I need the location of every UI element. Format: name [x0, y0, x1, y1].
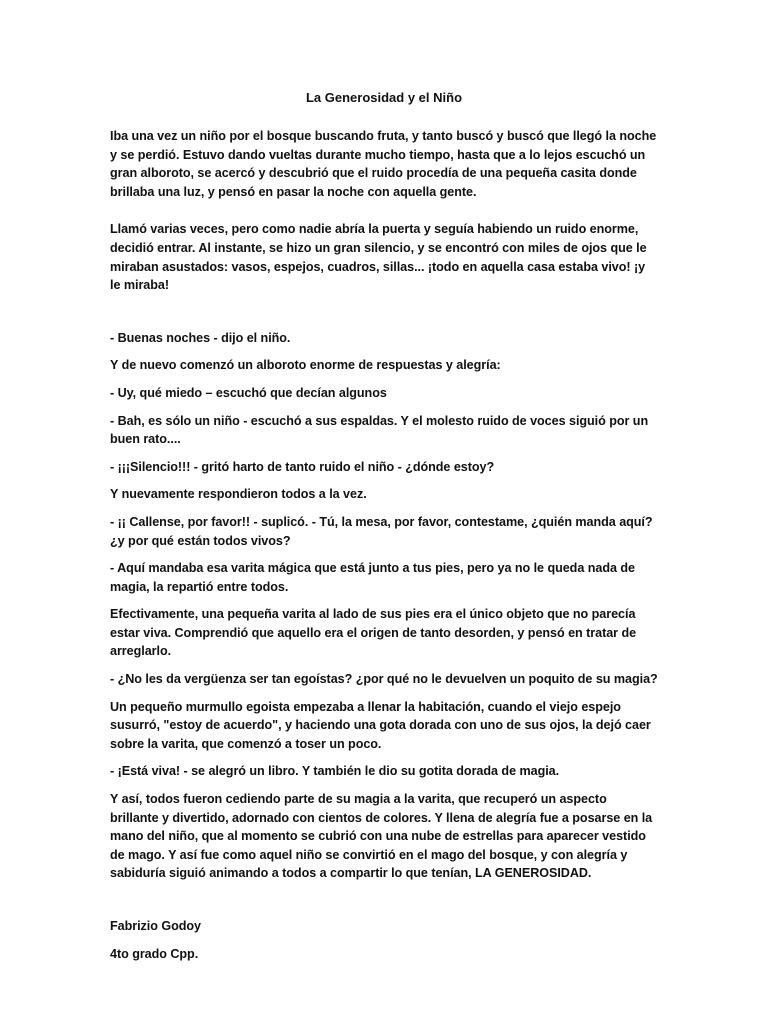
dialogue-magic-wand: - Aquí mandaba esa varita mágica que está junto a tus pies, pero ya no le queda nada de magia, la repartió entre todos. — [110, 561, 635, 594]
dialogue-alive: - ¡Está viva! - se alegró un libro. Y también le dio su gotita dorada de magia. — [110, 764, 560, 779]
paragraph-enters-house: Llamó varias veces, pero como nadie abría la puerta y seguía habiendo un ruido enorme, decidió entrar. Al instante, se hizo un gran silencio, y se encontró con miles de ojos que le miraban asustados: vasos, espejos, cuadros, sillas... ¡todo en aquella casa estaba vivo! ¡y le miraba! — [110, 222, 647, 293]
dialogue-silence: - ¡¡¡Silencio!!! - gritó harto de tanto ruido el niño - ¿dónde estoy? — [110, 459, 495, 474]
document-title: La Generosidad y el Niño — [305, 90, 463, 105]
paragraph-intro: Iba una vez un niño por el bosque buscando fruta, y tanto buscó y buscó que llegó la noche y se perdió. Estuvo dando vueltas durante mucho tiempo, hasta que a lo lejos escuchó un gran alboroto, se acercó y descubrió que el ruido procedía de una pequeña casita donde brillaba una luz, y pensó en pasar la noche con aquella gente. — [110, 129, 657, 199]
conclusion-text: Y así, todos fueron cediendo parte de su magia a la varita, que recuperó un aspecto brillante y divertido, adornado con cientos de colores. Y llena de alegría fue a posarse en la mano del niño, que al momento se cubrió con una nube de estrellas para aparecer vestido de mago. Y así fue como aquel niño se convirtió en el mago del bosque, y con alegría y sabiduría siguió animando a todos a compartir lo que tenían, — [110, 792, 653, 881]
paragraph-uproar: Y de nuevo comenzó un alboroto enorme de respuestas y alegría: — [110, 358, 501, 373]
conclusion-emphasis: LA GENEROSIDAD. — [475, 866, 592, 881]
dialogue-only-a-child: - Bah, es sólo un niño - escuchó a sus espaldas. Y el molesto ruido de voces siguió por un buen rato.... — [110, 413, 649, 447]
paragraph-mirror: Un pequeño murmullo egoista empezaba a llenar la habitación, cuando el viejo espejo susurró, "estoy de acuerdo", y haciendo una gota dorada con uno de sus ojos, la dejó caer sobre la varita, que comenzó a toser un poco. — [110, 699, 651, 751]
author-name: Fabrizio Godoy — [110, 919, 201, 933]
dialogue-good-evening: - Buenas noches - dijo el niño. — [110, 330, 291, 345]
document-body — [110, 127, 658, 963]
paragraph-all-answer: Y nuevamente respondieron todos a la vez. — [110, 487, 367, 502]
dialogue-please: - ¡¡ Callense, por favor!! - suplicó. - Tú, la mesa, por favor, contestame, ¿quién manda aquí? ¿y por qué están todos vivos? — [110, 514, 653, 548]
paragraph-conclusion — [110, 790, 658, 883]
paragraph-wand-found: Efectivamente, una pequeña varita al lado de sus pies era el único objeto que no parecía estar viva. Comprendió que aquello era el origen de tanto desorden, y pensó en tratar de arreglarlo. — [110, 607, 637, 659]
dialogue-fear: - Uy, qué miedo – escuchó que decían algunos — [110, 385, 387, 400]
dialogue-selfish: - ¿No les da vergüenza ser tan egoístas? ¿por qué no le devuelven un poquito de su magia? — [110, 672, 658, 687]
author-grade: 4to grado Cpp. — [110, 946, 199, 961]
